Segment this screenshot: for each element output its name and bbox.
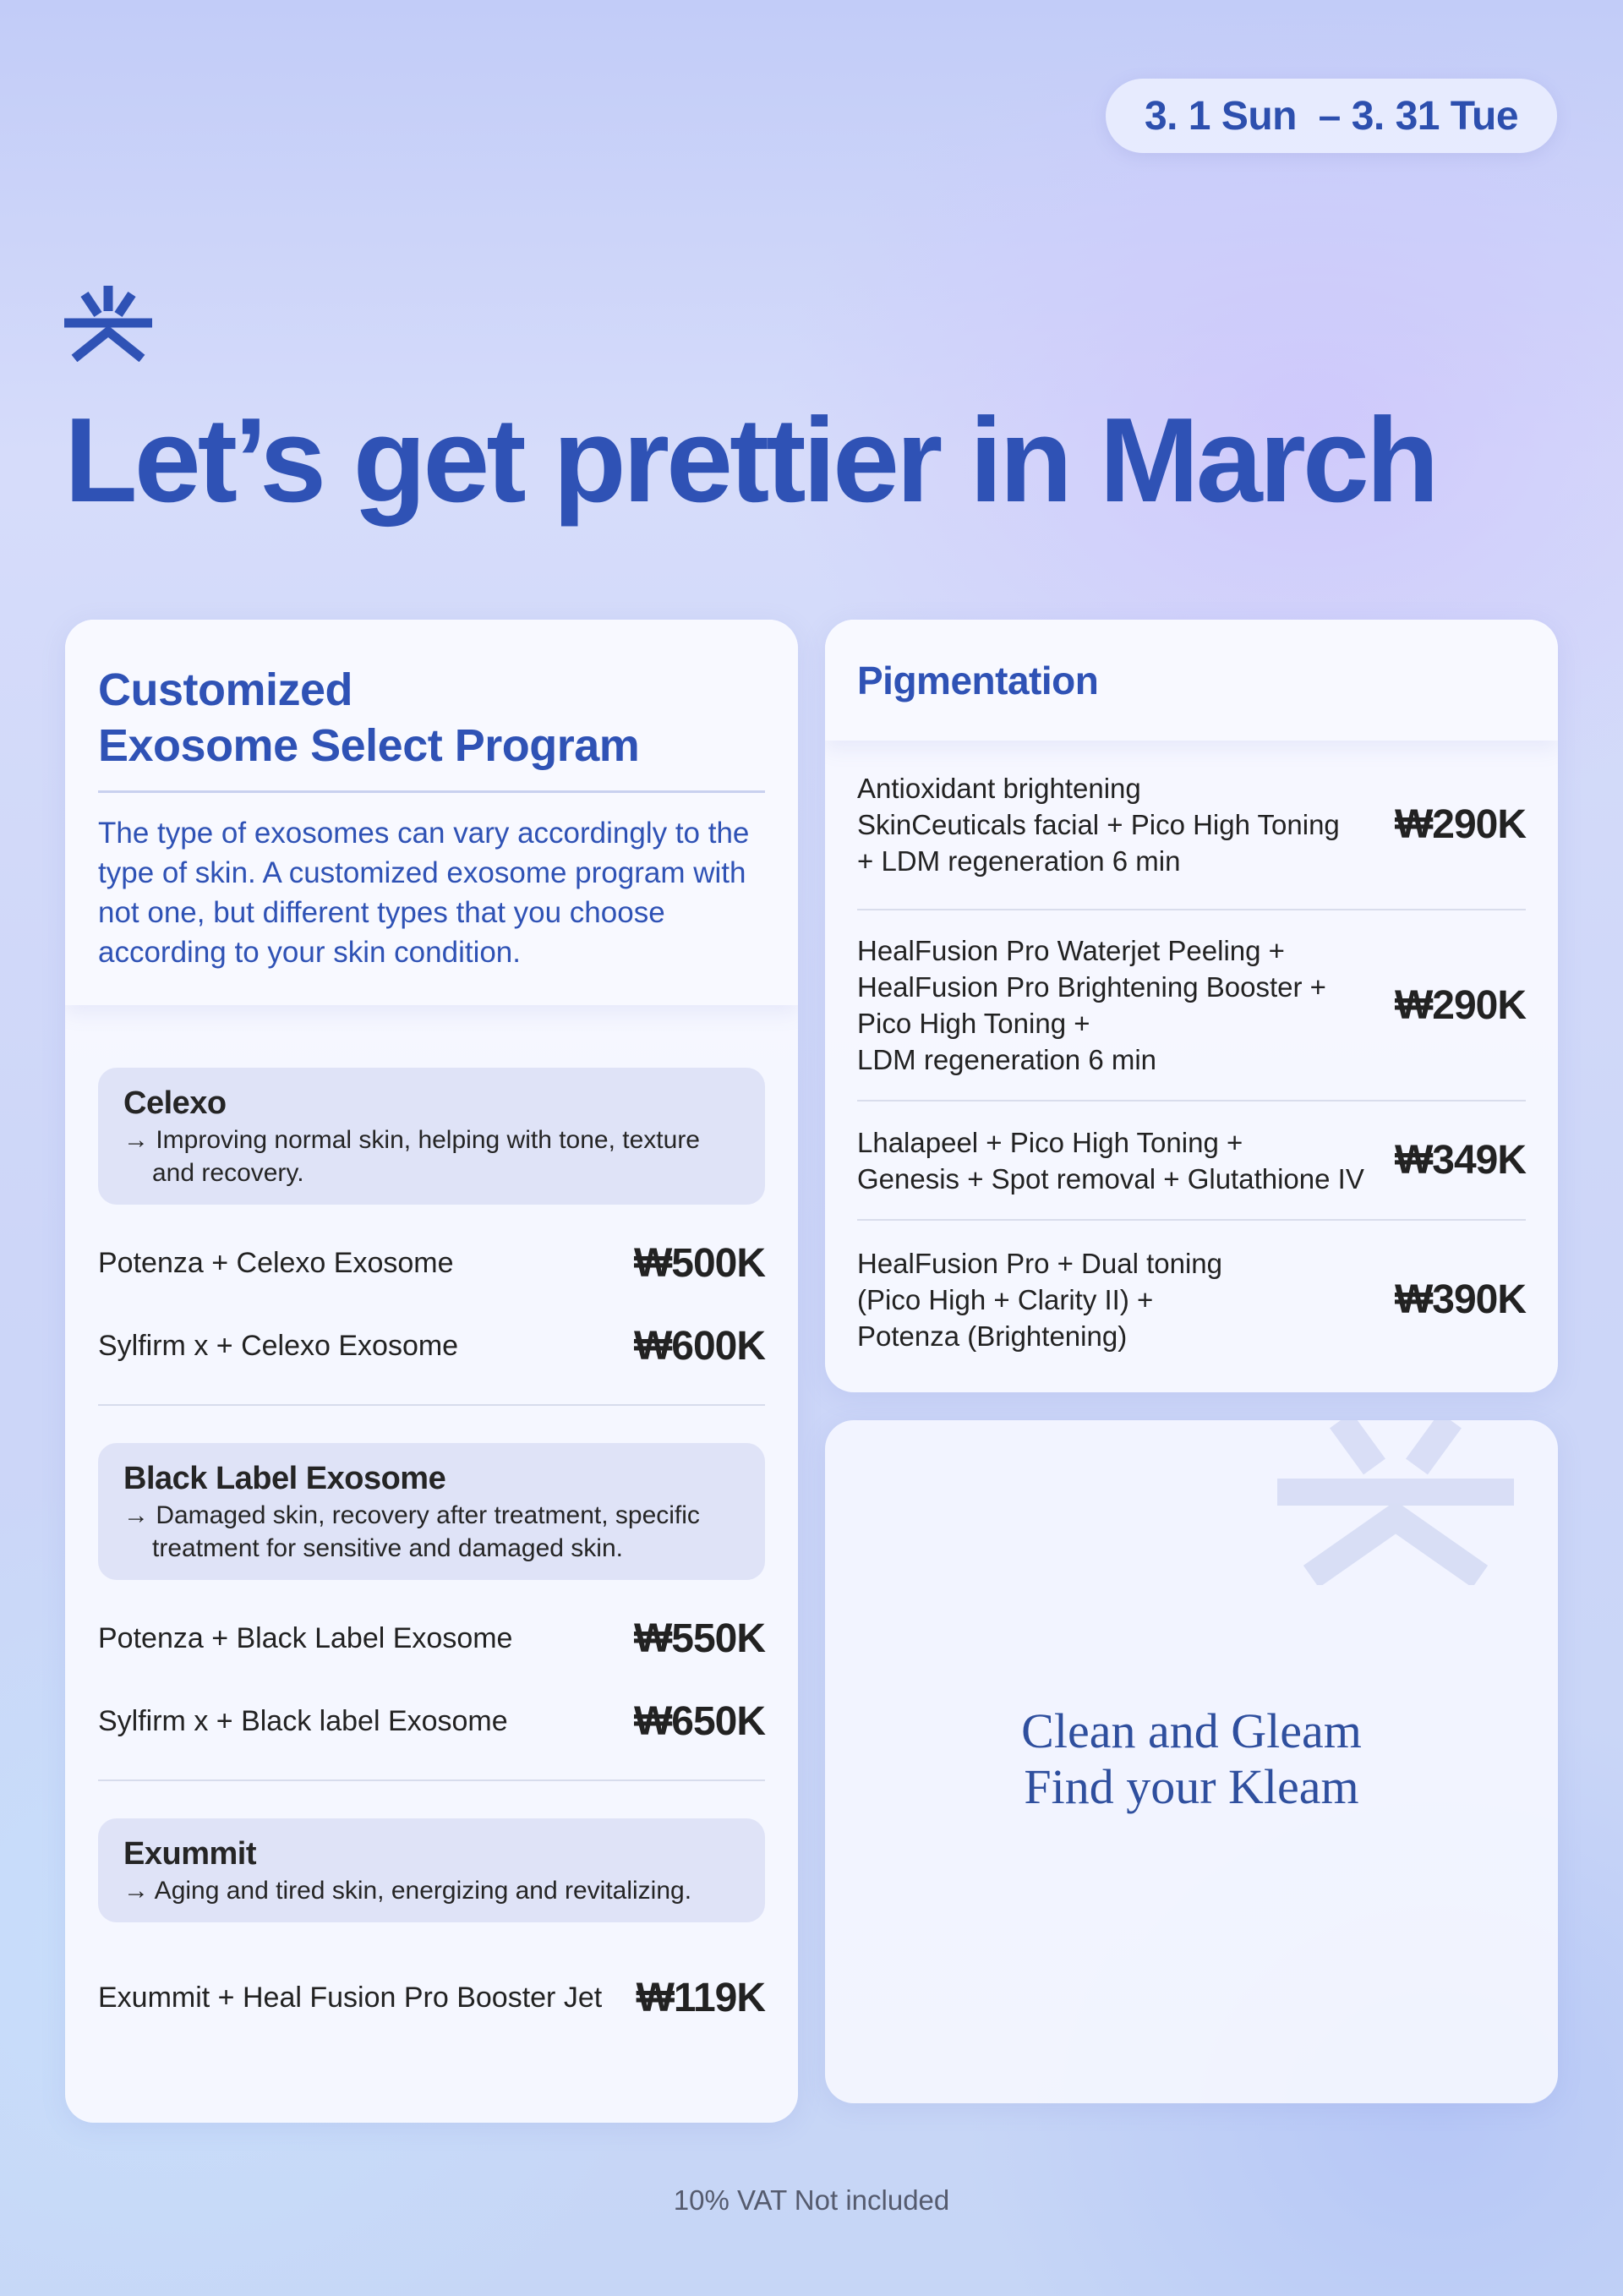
category-name: Celexo bbox=[123, 1085, 227, 1121]
treatment-label: Sylfirm x + Celexo Exosome bbox=[98, 1329, 459, 1362]
program-header bbox=[65, 620, 798, 1005]
section-divider bbox=[98, 1404, 765, 1406]
treatment-price: ₩390K bbox=[1394, 1276, 1526, 1322]
category-description: → Damaged skin, recovery after treatment, specific treatment for sensitive and damaged skin. bbox=[123, 1501, 700, 1562]
pigmentation-list bbox=[825, 741, 1558, 1378]
treatment-price: ₩349K bbox=[1394, 1138, 1526, 1183]
category-exummit bbox=[98, 1818, 765, 1922]
category-celexo bbox=[98, 1068, 765, 1205]
treatment-line: Lhalapeel + Pico High Toning + bbox=[857, 1126, 1243, 1158]
treatment-label: Potenza + Celexo Exosome bbox=[98, 1246, 454, 1279]
treatment-description bbox=[857, 1124, 1364, 1197]
treatment-price: ₩650K bbox=[633, 1698, 765, 1744]
program-description: The type of exosomes can vary accordingly to the type of skin. A customized exosome program with not one, but different types that you choose according to your skin condition. bbox=[98, 817, 750, 969]
asterisk-watermark-icon bbox=[1277, 1420, 1514, 1585]
treatment-line: LDM regeneration 6 min bbox=[857, 1044, 1157, 1075]
category-description: → Aging and tired skin, energizing and revitalizing. bbox=[123, 1877, 692, 1905]
treatment-label: Sylfirm x + Black label Exosome bbox=[98, 1704, 508, 1737]
vat-note: 10% VAT Not included bbox=[673, 2184, 950, 2216]
price-row bbox=[98, 1956, 765, 2039]
pigmentation-row bbox=[857, 741, 1526, 910]
treatment-line: (Pico High + Clarity II) + bbox=[857, 1283, 1154, 1315]
treatment-description bbox=[857, 770, 1340, 879]
pigmentation-header bbox=[825, 620, 1558, 741]
treatment-line: Antioxidant brightening bbox=[857, 773, 1141, 804]
treatment-price: ₩500K bbox=[633, 1240, 765, 1286]
pigmentation-card bbox=[825, 620, 1558, 1392]
treatment-price: ₩550K bbox=[633, 1615, 765, 1661]
treatment-line: HealFusion Pro Waterjet Peeling + bbox=[857, 935, 1285, 966]
exosome-program-card bbox=[65, 620, 798, 2123]
price-row bbox=[98, 1222, 765, 1304]
page-headline: Let’s get prettier in March bbox=[64, 393, 1436, 528]
treatment-line: HealFusion Pro Brightening Booster + bbox=[857, 971, 1326, 1003]
tagline-text bbox=[825, 1703, 1558, 1815]
pigmentation-title: Pigmentation bbox=[857, 659, 1099, 702]
program-category-list bbox=[65, 1005, 798, 2039]
program-title-line2: Exosome Select Program bbox=[98, 720, 640, 771]
section-divider bbox=[98, 1779, 765, 1781]
treatment-line: HealFusion Pro + Dual toning bbox=[857, 1247, 1222, 1279]
program-title bbox=[98, 662, 765, 774]
category-name: Black Label Exosome bbox=[123, 1461, 446, 1496]
tagline-card bbox=[825, 1420, 1558, 2103]
category-description: → Improving normal skin, helping with tone, texture and recovery. bbox=[123, 1126, 700, 1187]
treatment-line: Genesis + Spot removal + Glutathione IV bbox=[857, 1162, 1364, 1194]
pigmentation-row bbox=[857, 1102, 1526, 1221]
category-black-label bbox=[98, 1443, 765, 1580]
tagline-line2: Find your Kleam bbox=[1024, 1759, 1359, 1814]
treatment-price: ₩290K bbox=[1394, 982, 1526, 1028]
treatment-line: Pico High Toning + bbox=[857, 1008, 1090, 1039]
treatment-line: + LDM regeneration 6 min bbox=[857, 845, 1181, 877]
treatment-price: ₩119K bbox=[636, 1975, 765, 2020]
category-name: Exummit bbox=[123, 1836, 256, 1872]
price-row bbox=[98, 1597, 765, 1680]
treatment-label: Exummit + Heal Fusion Pro Booster Jet bbox=[98, 1981, 603, 2014]
treatment-description bbox=[857, 1245, 1222, 1354]
treatment-description bbox=[857, 932, 1326, 1078]
treatment-line: Potenza (Brightening) bbox=[857, 1320, 1128, 1352]
price-row bbox=[98, 1680, 765, 1763]
pigmentation-row bbox=[857, 1221, 1526, 1378]
date-range-text: 3. 1 Sun – 3. 31 Tue bbox=[1144, 93, 1519, 139]
treatment-price: ₩600K bbox=[633, 1323, 765, 1369]
tagline-line1: Clean and Gleam bbox=[1021, 1703, 1362, 1758]
price-row bbox=[98, 1304, 765, 1387]
treatment-price: ₩290K bbox=[1394, 802, 1526, 847]
asterisk-logo-icon bbox=[64, 286, 152, 362]
treatment-label: Potenza + Black Label Exosome bbox=[98, 1621, 513, 1654]
program-title-line1: Customized bbox=[98, 664, 353, 715]
treatment-line: SkinCeuticals facial + Pico High Toning bbox=[857, 809, 1340, 840]
pigmentation-row bbox=[857, 910, 1526, 1102]
date-range-badge bbox=[1106, 79, 1557, 153]
program-title-divider bbox=[98, 790, 765, 793]
